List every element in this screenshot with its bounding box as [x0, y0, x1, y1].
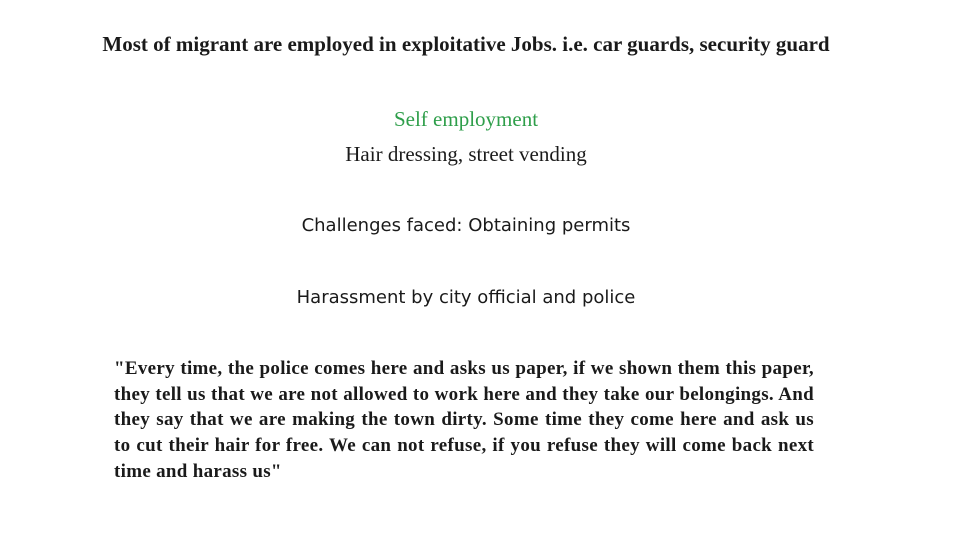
harassment-text: Harassment by city official and police [296, 287, 636, 308]
testimony-quote: "Every time, the police comes here and asks us paper, if we shown them this paper, they tell us that we are not allowed to work here and they take our belongings. And they say that we are making the town dirty. Some time they come here and ask us to cut their hair for free. We can not refuse, if you refuse they will come back next time and harass us" [114, 358, 814, 482]
self-employment-heading: Self employment [393, 107, 539, 131]
self-employment-examples: Hair dressing, street vending [345, 142, 587, 166]
slide-heading: Most of migrant are employed in exploitative Jobs. i.e. car guards, security guard [102, 32, 830, 56]
challenges-text: Challenges faced: Obtaining permits [301, 215, 631, 236]
